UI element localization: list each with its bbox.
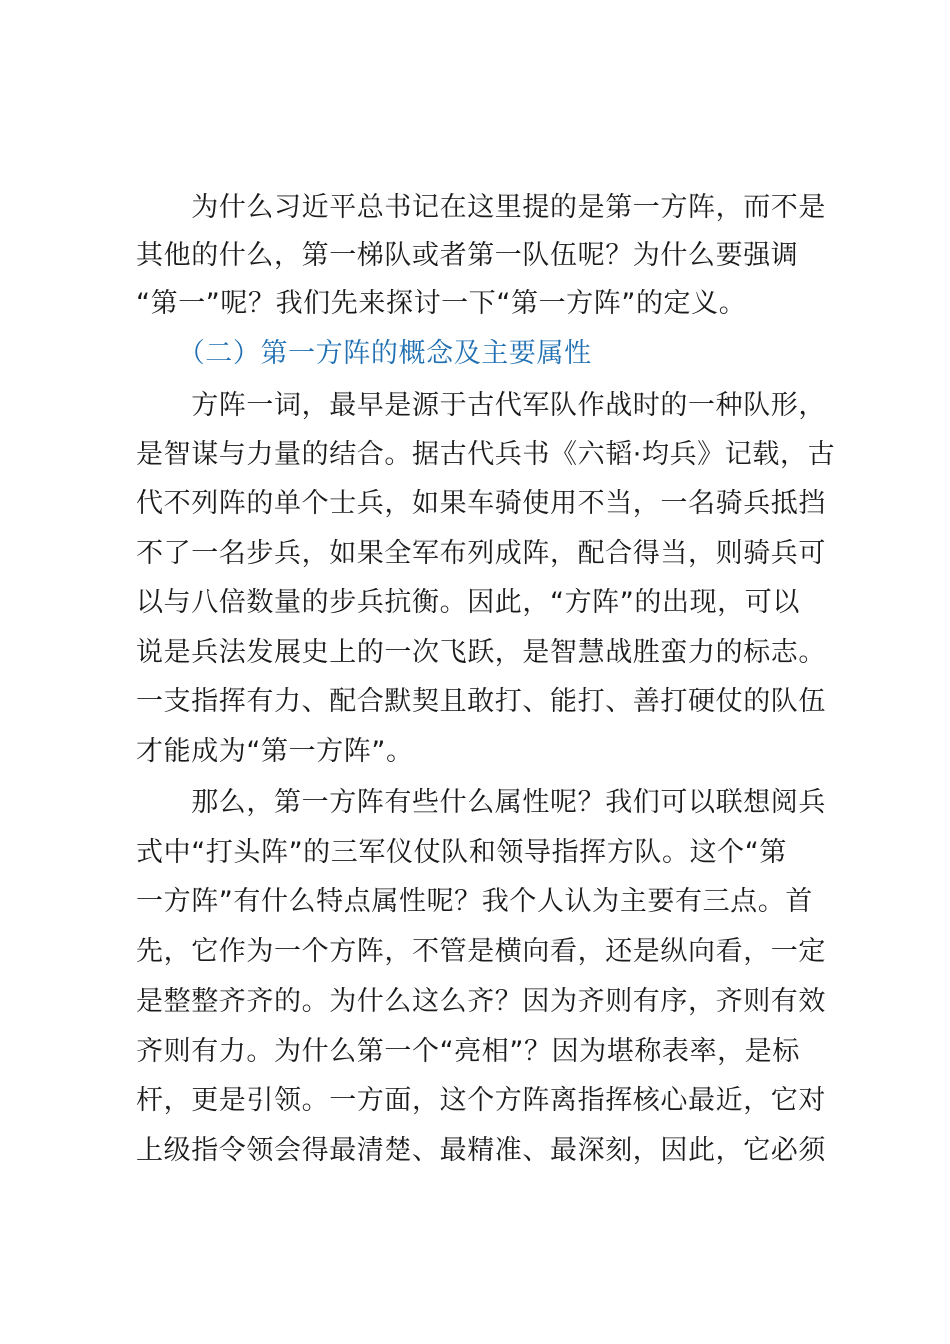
paragraph-line: 方阵一词，最早是源于古代军队作战时的一种队形，	[136, 390, 826, 421]
paragraph-line: 以与八倍数量的步兵抗衡。因此，“方阵”的出现，可以	[136, 587, 800, 618]
paragraph-line: 才能成为“第一方阵”。	[136, 736, 414, 767]
paragraph-line: 为什么习近平总书记在这里提的是第一方阵，而不是	[136, 192, 826, 223]
paragraph-line: 杆，更是引领。一方面，这个方阵离指挥核心最近，它对	[136, 1085, 826, 1116]
paragraph-line: 一方阵”有什么特点属性呢？我个人认为主要有三点。首	[136, 886, 813, 917]
paragraph-line: 是智谋与力量的结合。据古代兵书《六韬·均兵》记载，古	[136, 439, 836, 470]
paragraph-line: 说是兵法发展史上的一次飞跃，是智慧战胜蛮力的标志。	[136, 637, 826, 668]
paragraph-line: 齐则有力。为什么第一个“亮相”？因为堪称表率，是标	[136, 1036, 800, 1067]
paragraph-line: “第一”呢？我们先来探讨一下“第一方阵”的定义。	[136, 288, 747, 319]
paragraph-line: 是整整齐齐的。为什么这么齐？因为齐则有序，齐则有效	[136, 986, 826, 1017]
paragraph-line: 上级指令领会得最清楚、最精准、最深刻，因此，它必须	[136, 1135, 826, 1166]
paragraph-line: 先，它作为一个方阵，不管是横向看，还是纵向看，一定	[136, 936, 826, 967]
paragraph-line: 其他的什么，第一梯队或者第一队伍呢？为什么要强调	[136, 240, 799, 271]
paragraph-line: 一支指挥有力、配合默契且敢打、能打、善打硬仗的队伍	[136, 686, 826, 717]
paragraph-line: 式中“打头阵”的三军仪仗队和领导指挥方队。这个“第	[136, 837, 787, 868]
section-heading: （二）第一方阵的概念及主要属性	[136, 338, 592, 369]
paragraph-line: 代不列阵的单个士兵，如果车骑使用不当，一名骑兵抵挡	[136, 488, 826, 519]
paragraph-line: 那么，第一方阵有些什么属性呢？我们可以联想阅兵	[136, 787, 826, 818]
paragraph-line: 不了一名步兵，如果全军布列成阵，配合得当，则骑兵可	[136, 538, 826, 569]
